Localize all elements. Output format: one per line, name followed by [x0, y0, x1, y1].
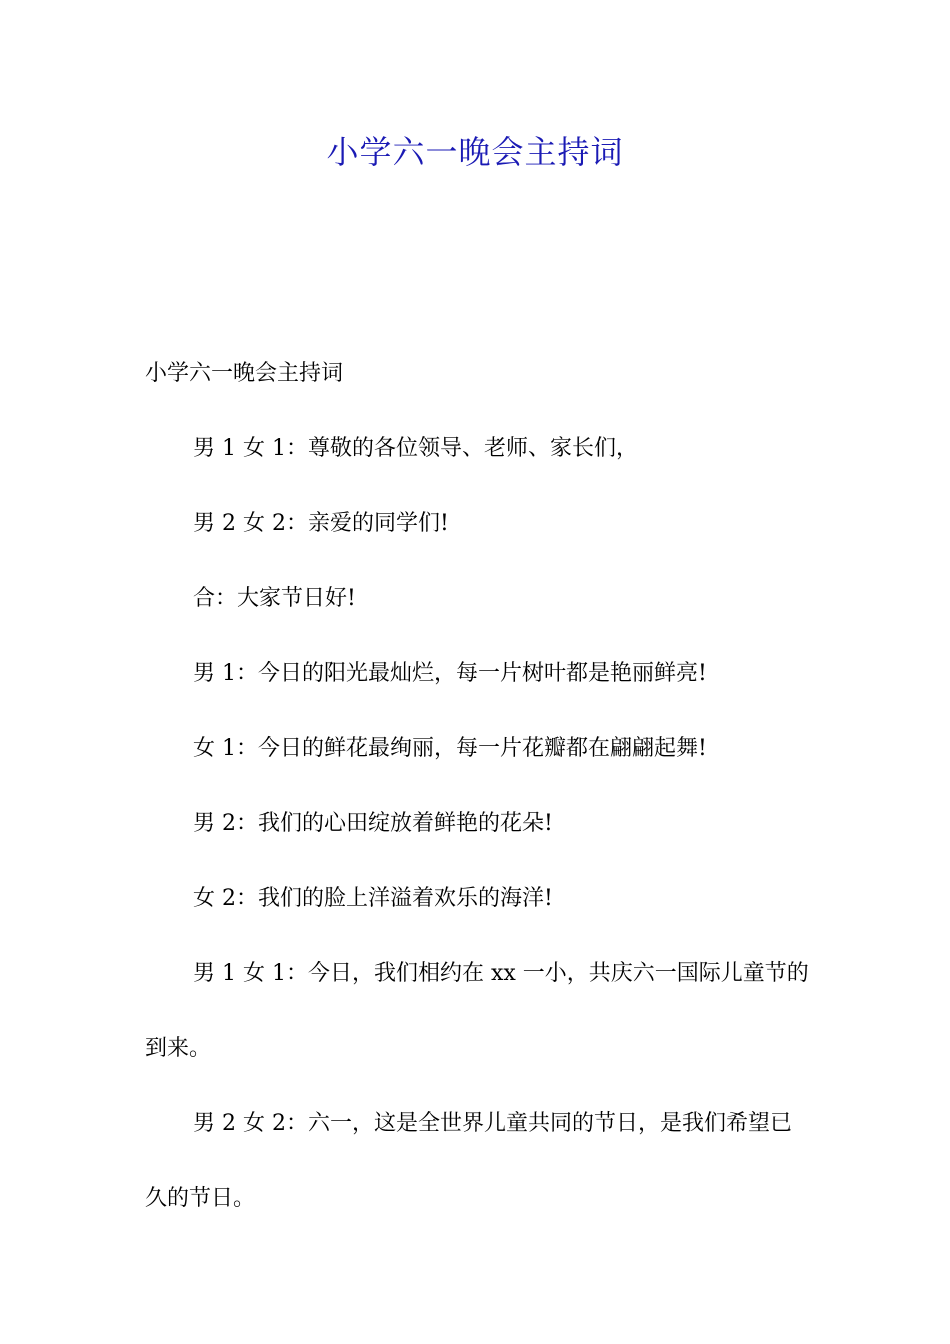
paragraph: 男 2 女 2：六一，这是全世界儿童共同的节日，是我们希望已久的节日。	[145, 1111, 792, 1211]
paragraph-heading: 小学六一晚会主持词	[145, 361, 344, 386]
paragraph: 男 2 女 2：亲爱的同学们!	[193, 511, 449, 536]
paragraph: 男 2：我们的心田绽放着鲜艳的花朵!	[193, 811, 553, 836]
paragraph: 女 2：我们的脸上洋溢着欢乐的海洋!	[193, 886, 553, 911]
paragraph: 合：大家节日好!	[193, 586, 356, 611]
document-body	[145, 336, 810, 1236]
paragraph: 男 1 女 1：今日，我们相约在 xx 一小，共庆六一国际儿童节的到来。	[145, 961, 809, 1061]
paragraph: 女 1：今日的鲜花最绚丽，每一片花瓣都在翩翩起舞!	[193, 736, 707, 761]
paragraph: 男 1 女 1：尊敬的各位领导、老师、家长们，	[193, 436, 638, 461]
paragraph: 男 1：今日的阳光最灿烂，每一片树叶都是艳丽鲜亮!	[193, 661, 707, 686]
document-title: 小学六一晚会主持词	[326, 133, 624, 171]
